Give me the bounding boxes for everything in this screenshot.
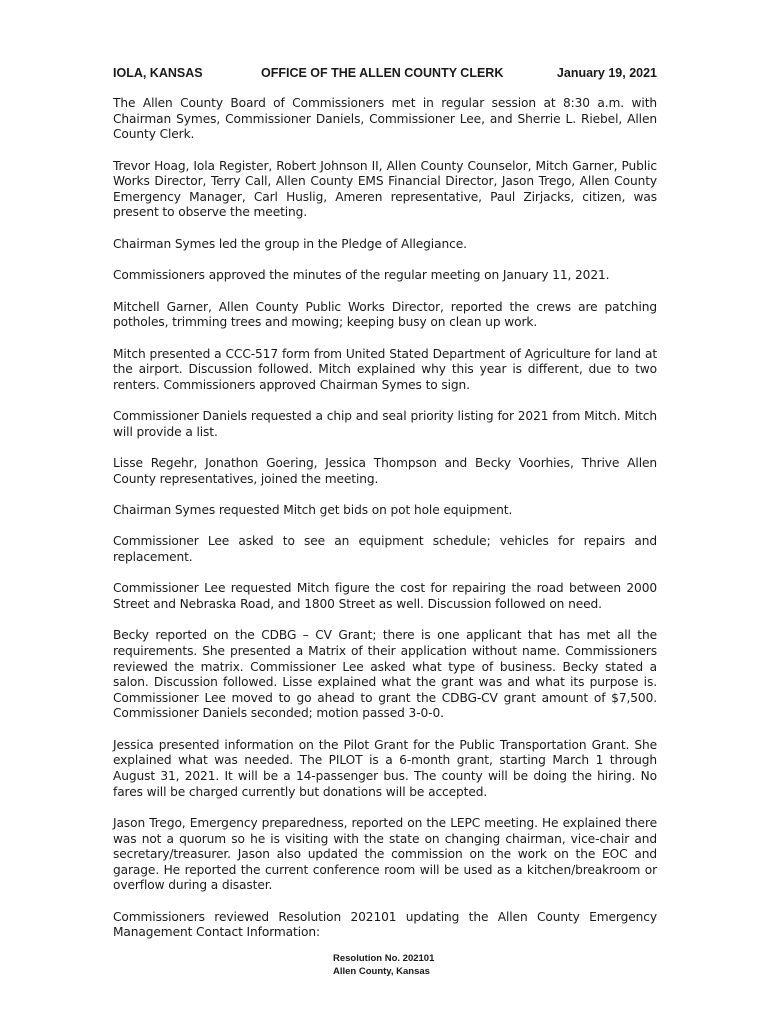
paragraph-lepc: Jason Trego, Emergency preparedness, reported on the LEPC meeting. He explained there was not a quorum so he is visiting with the state on changing chairman, vice-chair and secretary/treasurer. Jason also updated the commission on the work on the EOC and garage. He reported the current conference room will be used as a kitchen/breakroom or overflow during a disaster. xyxy=(113,815,657,893)
paragraph-equipment: Commissioner Lee asked to see an equipment schedule; vehicles for repairs and replacement. xyxy=(113,534,657,565)
paragraph-minutes-approval: Commissioners approved the minutes of the regular meeting on January 11, 2021. xyxy=(113,268,610,283)
header-office: OFFICE OF THE ALLEN COUNTY CLERK xyxy=(261,66,504,80)
paragraph-public-works: Mitchell Garner, Allen County Public Works Director, reported the crews are patching potholes, trimming trees and mowing; keeping busy on clean up work. xyxy=(113,299,657,330)
paragraph-road-cost: Commissioner Lee requested Mitch figure the cost for repairing the road between 2000 Street and Nebraska Road, and 1800 Street as well. Discussion followed on need. xyxy=(113,581,657,612)
paragraph-thrive: Lisse Regehr, Jonathon Goering, Jessica Thompson and Becky Voorhies, Thrive Allen County representatives, joined the meeting. xyxy=(113,456,657,486)
paragraph-session: The Allen County Board of Commissioners met in regular session at 8:30 a.m. with Chairman Symes, Commissioner Daniels, Commissioner Lee, and Sherrie L. Riebel, Allen County Clerk. xyxy=(113,96,657,142)
paragraph-resolution: Commissioners reviewed Resolution 202101 updating the Allen County Emergency Management Contact Information: xyxy=(113,909,657,940)
document-header xyxy=(113,66,657,82)
paragraph-pilot-grant: Jessica presented information on the Pilot Grant for the Public Transportation Grant. She explained what was needed. The PILOT is a 6-month grant, starting March 1 through August 31, 2021. It will be a 14-passenger bus. The county will be doing the hiring. No fares will be charged currently but donations will be accepted. xyxy=(113,737,657,799)
paragraph-pledge: Chairman Symes led the group in the Pledge of Allegiance. xyxy=(113,236,467,251)
resolution-number: Resolution No. 202101 xyxy=(333,953,435,964)
header-date: January 19, 2021 xyxy=(556,66,657,80)
paragraph-pot-hole: Chairman Symes requested Mitch get bids on pot hole equipment. xyxy=(113,503,513,518)
paragraph-cdbg: Becky reported on the CDBG – CV Grant; there is one applicant that has met all the requirements. She presented a Matrix of their application without name. Commissioners reviewed the matrix. Commissioner Lee asked what type of business. Becky stated a salon. Discussion followed. Lisse explained what the grant was and what its purpose is. Commissioner Lee moved to go ahead to grant the CDBG-CV grant amount of $7,500. Commissioner Daniels seconded; motion passed 3-0-0. xyxy=(113,628,657,721)
header-location: IOLA, KANSAS xyxy=(113,66,203,80)
paragraph-chip-seal: Commissioner Daniels requested a chip and seal priority listing for 2021 from Mitch. Mitch will provide a list. xyxy=(113,409,657,439)
paragraph-ccc-517: Mitch presented a CCC-517 form from United Stated Department of Agriculture for land at the airport. Discussion followed. Mitch explained why this year is different, due to two renters. Commissioners approved Chairman Symes to sign. xyxy=(113,346,657,392)
resolution-county: Allen County, Kansas xyxy=(333,966,430,977)
paragraph-attendees: Trevor Hoag, Iola Register, Robert Johnson II, Allen County Counselor, Mitch Garner, Public Works Director, Terry Call, Allen County EMS Financial Director, Jason Trego, Allen County Emergency Manager, Carl Huslig, Ameren representative, Paul Zirjacks, citizen, was present to observe the meeting. xyxy=(113,158,657,220)
minutes-body xyxy=(113,96,657,957)
resolution-heading xyxy=(333,952,434,978)
